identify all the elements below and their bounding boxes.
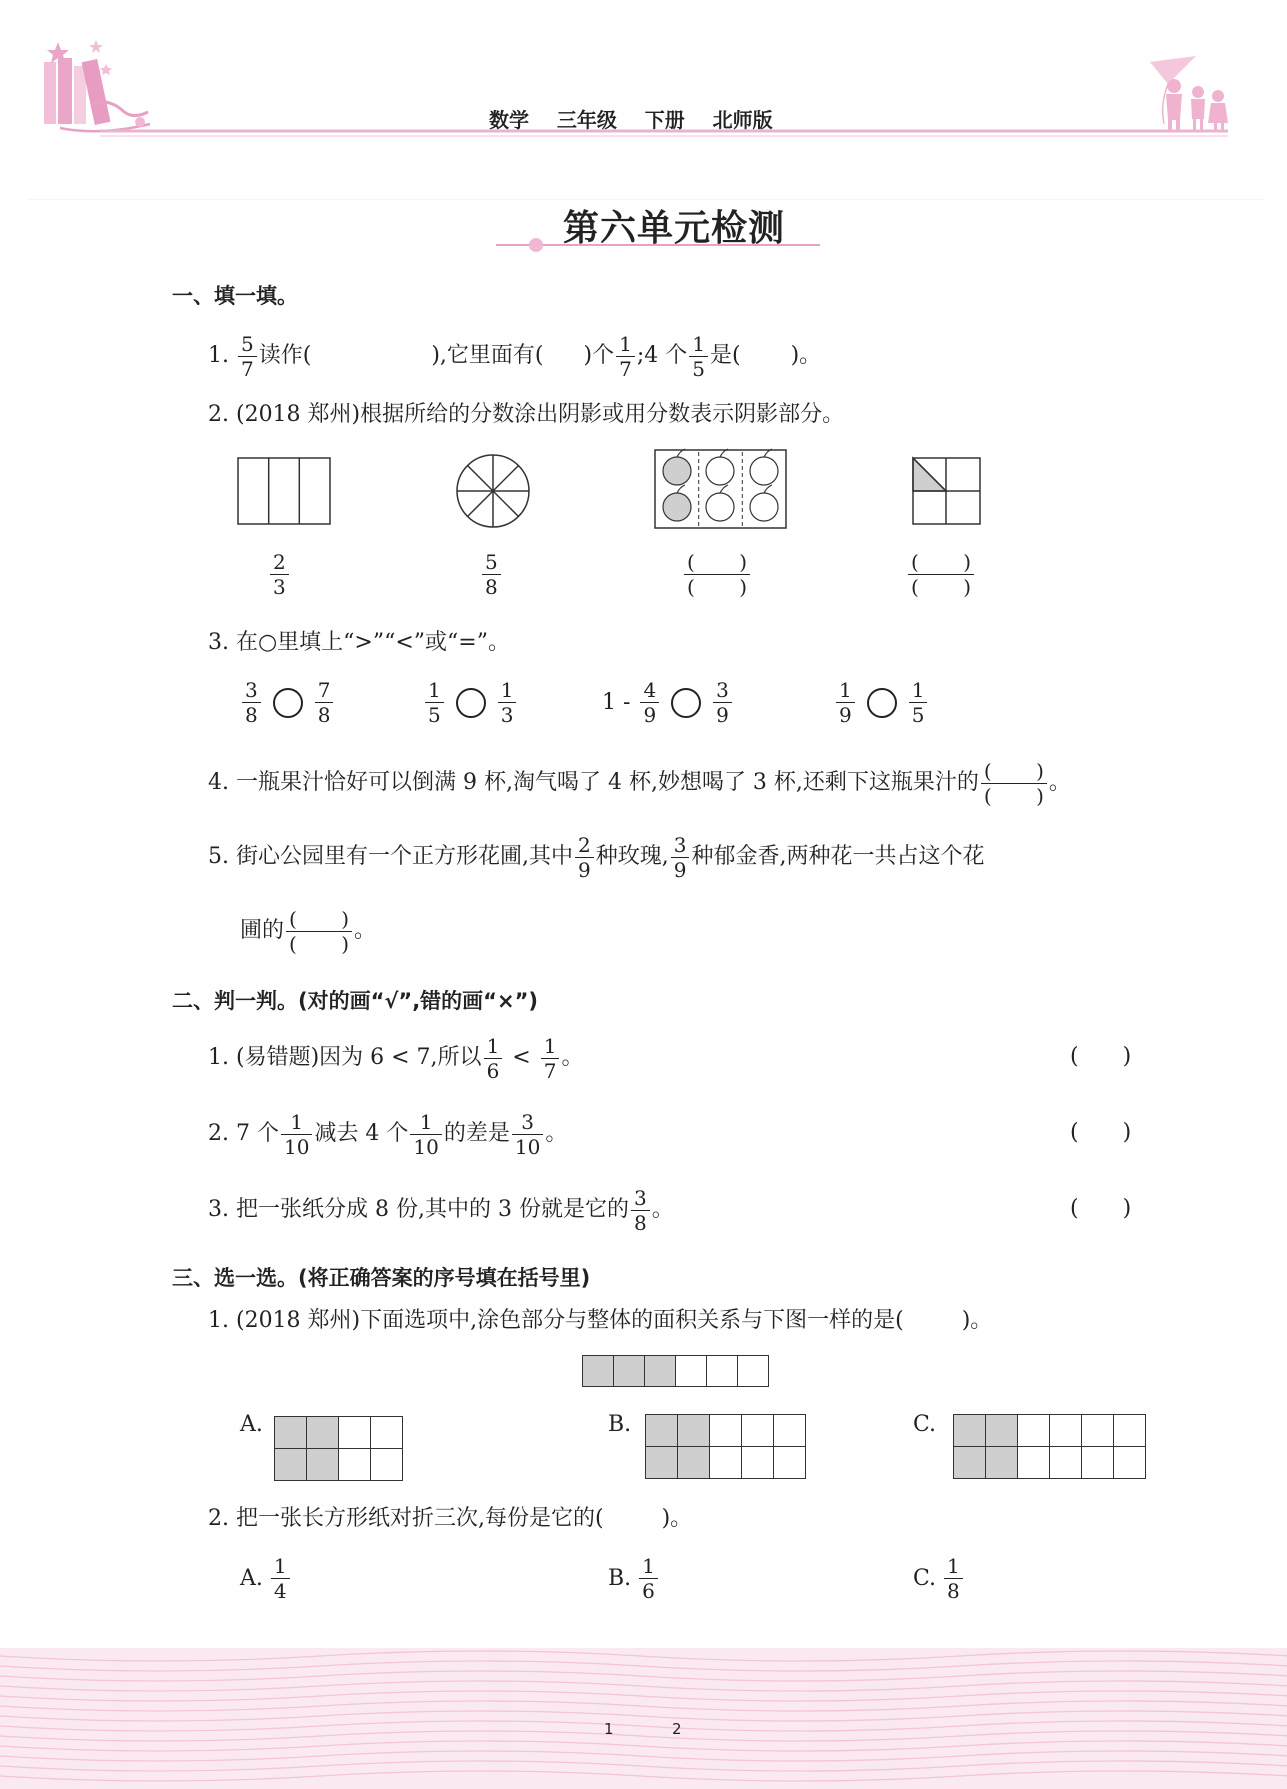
apple-icon [706, 493, 734, 521]
apple-icon [706, 457, 734, 485]
s1-q3-text: 3. 在○里填上“>”“<”或“=”。 [208, 630, 510, 655]
figure-circle-eighths[interactable] [457, 455, 529, 527]
s1-q1-text3: )个 [583, 343, 615, 368]
s1-q1-frac3: $\frac{1}{5}$ [689, 334, 708, 379]
s1-q3-item3: 1 - $\frac{4}{9}$ $\frac{3}{9}$ [602, 680, 734, 725]
page-number-right: 2 [672, 1720, 682, 1738]
s1-q5-blank[interactable]: ( ) ( ) [286, 909, 352, 954]
s1-q2-label2: $\frac{5}{8}$ [480, 552, 503, 597]
header-edition: 北师版 [712, 108, 773, 132]
figure-square-quarters [913, 458, 980, 524]
s3-q2-option-a[interactable]: A. $\frac{1}{4}$ [240, 1556, 292, 1601]
s1-q2-text: 2. (2018 郑州)根据所给的分数涂出阴影或用分数表示阴影部分。 [208, 402, 845, 427]
s2-q3: 3. 把一张纸分成 8 份,其中的 3 份就是它的 $\frac{3}{8}$ 。 [208, 1185, 674, 1235]
s1-q4-blank[interactable]: ( ) ( ) [981, 761, 1047, 806]
apple-icon [750, 493, 778, 521]
apple-icon [750, 457, 778, 485]
s1-q3-item2: $\frac{1}{5}$ $\frac{1}{3}$ [423, 680, 518, 725]
s3-q1-reference-figure [582, 1355, 769, 1387]
s3-q2-option-c[interactable]: C. $\frac{1}{8}$ [913, 1556, 965, 1601]
footer-wave-band [0, 1648, 1287, 1789]
header-subject: 数学 [489, 108, 529, 132]
s1-q1 [208, 328, 821, 384]
apple-icon [663, 457, 691, 485]
s2-q2: 2. 7 个 $\frac{1}{10}$ 减去 4 个 $\frac{1}{10}$ 的差是 $\frac{3}{10}$ 。 [208, 1109, 568, 1159]
section2-heading: 二、判一判。(对的画“√”,错的画“×”) [172, 989, 538, 1013]
s1-q1-num: 1. [208, 343, 229, 368]
s1-q2-label3[interactable]: ( ) ( ) [682, 552, 752, 597]
section3-heading: 三、选一选。(将正确答案的序号填在括号里) [172, 1266, 591, 1290]
s3-q1: 1. (2018 郑州)下面选项中,涂色部分与整体的面积关系与下图一样的是( )。 [208, 1308, 993, 1333]
s3-q2-option-b[interactable]: B. $\frac{1}{6}$ [608, 1556, 660, 1601]
s1-q2-figures [230, 444, 990, 534]
s1-q4-text: 4. 一瓶果汁恰好可以倒满 9 杯,淘气喝了 4 杯,妙想喝了 3 杯,还剩下这瓶果汁的 [208, 770, 979, 795]
s3-q1-option-b-label[interactable]: B. [608, 1412, 632, 1437]
section1-heading: 一、填一填。 [172, 284, 298, 308]
s3-q1-option-b-figure[interactable] [645, 1414, 806, 1479]
s1-q2-label4[interactable]: ( ) ( ) [906, 552, 976, 597]
s1-q5-line2: 圃的 ( ) ( ) 。 [240, 906, 377, 956]
s1-q1-text6: )。 [790, 343, 822, 368]
header-grade: 三年级 [556, 108, 617, 132]
s1-q1-frac2: $\frac{1}{7}$ [616, 334, 635, 379]
s3-q1-option-a-figure[interactable] [274, 1416, 403, 1481]
s2-q2-answer[interactable]: ( ) [1070, 1120, 1132, 1145]
s1-q1-text4: ;4 个 [636, 343, 688, 368]
s1-q2-label1: $\frac{2}{3}$ [268, 552, 291, 597]
title-underline-icon [490, 236, 830, 256]
s2-q1-answer[interactable]: ( ) [1070, 1044, 1132, 1069]
figure-rect-thirds[interactable] [238, 458, 330, 524]
s1-q1-text2: ),它里面有( [431, 343, 544, 368]
compare-circle[interactable] [456, 688, 486, 718]
compare-circle[interactable] [867, 688, 897, 718]
books-logo-icon [44, 40, 150, 131]
s3-q1-option-c-label[interactable]: C. [913, 1412, 937, 1437]
s1-q5-line1: 5. 街心公园里有一个正方形花圃,其中 $\frac{2}{9}$ 种玫瑰, $\frac{3}{9}$ 种郁金香,两种花一共占这个花 [208, 832, 985, 882]
header-volume: 下册 [644, 108, 685, 132]
s1-q3-item1: $\frac{3}{8}$ $\frac{7}{8}$ [240, 680, 335, 725]
figure-apples-box [655, 449, 786, 528]
s2-q3-answer[interactable]: ( ) [1070, 1196, 1132, 1221]
header-info [489, 104, 773, 133]
children-kite-icon [1150, 56, 1228, 131]
compare-circle[interactable] [671, 688, 701, 718]
page-title: 第六单元检测 [563, 207, 786, 249]
apple-icon [663, 493, 691, 521]
s1-q1-text5: 是( [709, 343, 741, 368]
header-decoration [0, 0, 1287, 200]
s1-q1-frac1: $\frac{5}{7}$ [238, 334, 257, 379]
s1-q1-text1: 读作( [258, 343, 312, 368]
s2-q1: 1. (易错题)因为 6 < 7,所以 $\frac{1}{6}$ < $\frac{1}{7}$ 。 [208, 1033, 584, 1083]
s1-q3-item4: $\frac{1}{9}$ $\frac{1}{5}$ [834, 680, 929, 725]
s3-q1-option-a-label[interactable]: A. [240, 1412, 263, 1437]
compare-circle[interactable] [273, 688, 303, 718]
s3-q1-option-c-figure[interactable] [953, 1414, 1146, 1479]
s3-q2: 2. 把一张长方形纸对折三次,每份是它的( )。 [208, 1506, 693, 1531]
page-number-left: 1 [604, 1720, 614, 1738]
s1-q4: 4. 一瓶果汁恰好可以倒满 9 杯,淘气喝了 4 杯,妙想喝了 3 杯,还剩下这瓶果汁的 ( ) ( ) 。 [208, 758, 1071, 808]
